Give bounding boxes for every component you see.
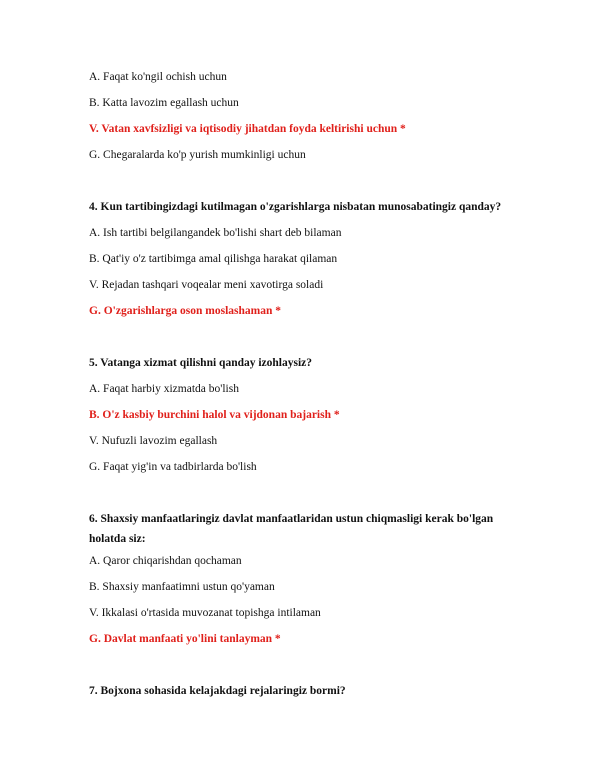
q6-option-a: A. Qaror chiqarishdan qochaman bbox=[89, 555, 242, 567]
q3-option-b: B. Katta lavozim egallash uchun bbox=[89, 97, 239, 109]
q5-option-v: V. Nufuzli lavozim egallash bbox=[89, 435, 218, 447]
q4-question: 4. Kun tartibingizdagi kutilmagan o'zgarishlarga nisbatan munosabatingiz qanday? bbox=[89, 201, 502, 213]
q5-option-g: G. Faqat yig'in va tadbirlarda bo'lish bbox=[89, 461, 257, 473]
q7-question: 7. Bojxona sohasida kelajakdagi rejalaringiz bormi? bbox=[89, 685, 346, 697]
q6-option-g-correct: G. Davlat manfaati yo'lini tanlayman * bbox=[89, 633, 281, 645]
q5-option-b-correct: B. O'z kasbiy burchini halol va vijdonan bajarish * bbox=[89, 409, 340, 421]
q5-option-a: A. Faqat harbiy xizmatda bo'lish bbox=[89, 383, 239, 395]
q3-option-a: A. Faqat ko'ngil ochish uchun bbox=[89, 71, 227, 83]
q6-option-v: V. Ikkalasi o'rtasida muvozanat topishga intilaman bbox=[89, 607, 321, 619]
q4-option-b: B. Qat'iy o'z tartibimga amal qilishga harakat qilaman bbox=[89, 253, 338, 265]
q6-question: 6. Shaxsiy manfaatlaringiz davlat manfaatlaridan ustun chiqmasligi kerak bo'lgan holatda siz: bbox=[89, 513, 494, 545]
q4-option-g-correct: G. O'zgarishlarga oson moslashaman * bbox=[89, 305, 282, 317]
q5-question: 5. Vatanga xizmat qilishni qanday izohlaysiz? bbox=[89, 357, 313, 369]
q4-option-v: V. Rejadan tashqari voqealar meni xavotirga soladi bbox=[89, 279, 324, 291]
q3-option-g: G. Chegaralarda ko'p yurish mumkinligi uchun bbox=[89, 149, 306, 161]
q4-option-a: A. Ish tartibi belgilangandek bo'lishi shart deb bilaman bbox=[89, 227, 342, 239]
q6-option-b: B. Shaxsiy manfaatimni ustun qo'yaman bbox=[89, 581, 275, 593]
q3-option-v-correct: V. Vatan xavfsizligi va iqtisodiy jihatdan foyda keltirishi uchun * bbox=[89, 123, 406, 135]
